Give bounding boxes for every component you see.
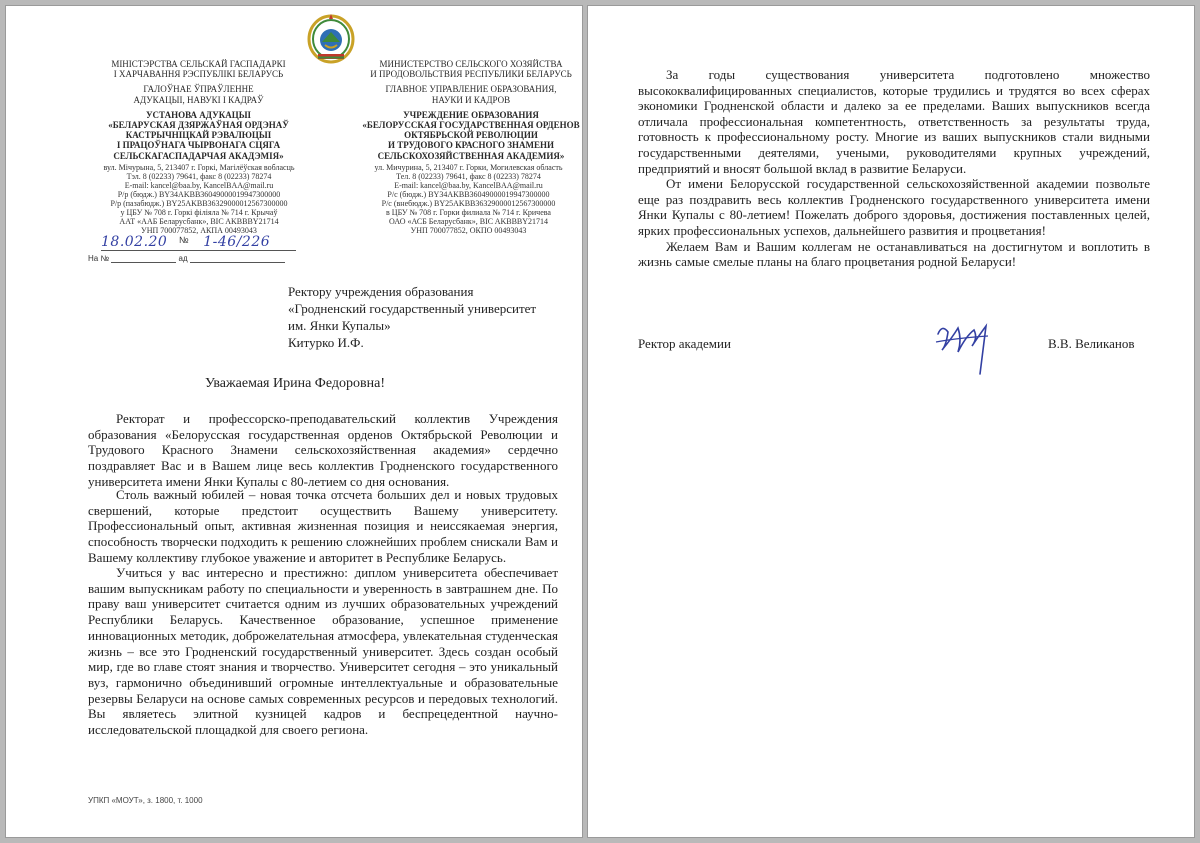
paragraph-5: От имени Белорусской государственной сельскохозяйственной академии позвольте еще раз поздравить весь коллектив Гродненского государственного университета имени Янки Купалы с 80-летием! Пожелать доброго здоровья, достижения поставленных целей, ярких профессиональных успехов, дальнейшего развития и процветания!	[638, 176, 1150, 238]
institution-line-2: «БЕЛОРУССКАЯ ГОСУДАРСТВЕННАЯ ОРДЕНОВ	[362, 120, 580, 131]
institution-line-4: И ТРУДОВОГО КРАСНОГО ЗНАМЕНИ	[387, 140, 555, 151]
header-left-belarusian	[91, 59, 306, 161]
department-line-2: НАУКИ И КАДРОВ	[431, 94, 511, 105]
contact-line: ААТ «ААБ Беларусбанк», BIC AKBBBY21714	[119, 217, 279, 226]
contact-line: вул. Мічурына, 5, 213407 г. Горкі, Магілёўская вобласць	[103, 163, 295, 172]
addressee-block	[288, 283, 536, 351]
contact-line: E-mail: kancel@baa.by, KancelBAA@mail.ru	[394, 181, 543, 190]
registration-number-label: №	[179, 235, 189, 245]
greeting: Уважаемая Ирина Федоровна!	[205, 376, 385, 391]
contact-line: ОАО «АСБ Беларусбанк», BIC AKBBBY21714	[388, 217, 549, 226]
signature-title: Ректор академии	[638, 336, 731, 351]
institution-line-3: КАСТРЫЧНІЦКАЙ РЭВАЛЮЦЫІ	[125, 130, 272, 141]
belarus-coat-of-arms-icon	[306, 12, 356, 64]
contact-line: в ЦБУ № 708 г. Горки филиала № 714 г. Кричева	[386, 208, 551, 217]
reference-prefix: На №	[88, 254, 110, 263]
print-footer: УПКП «МОУТ», з. 1800, т. 1000	[88, 796, 203, 805]
paragraph-2	[88, 487, 558, 566]
ministry-line-1: МІНІСТЭРСТВА СЕЛЬСКАЙ ГАСПАДАРКІ	[111, 59, 286, 69]
reference-mid: ад	[178, 254, 188, 263]
paragraph-1	[88, 411, 558, 490]
registration-line	[101, 234, 296, 251]
paragraph-text: Ректорат и профессорско-преподавательский коллектив Учреждения образования «Белорусская государственная орденов Октябрьской Революции и Трудового Красного Знамени сельскохозяйственная академия» сердечно поздравляет Вас и в Вашем лице весь коллектив Гродненского государственного университета имени Янки Купалы с 80-летием со дня основания.	[88, 411, 558, 489]
addressee-line: Ректору учреждения образования	[288, 284, 474, 299]
institution-line-5: СЕЛЬСКАГАСПАДАРЧАЯ АКАДЭМІЯ»	[113, 150, 284, 161]
addressee-line: им. Янки Купалы»	[288, 318, 391, 333]
ministry-line-1: МИНИСТЕРСТВО СЕЛЬСКОГО ХОЗЯЙСТВА	[379, 59, 563, 69]
header-right-russian	[356, 59, 583, 161]
paragraph-3	[88, 565, 558, 738]
department-line-1: ГЛАВНОЕ УПРАВЛЕНИЕ ОБРАЗОВАНИЯ,	[385, 84, 557, 95]
institution-line-5: СЕЛЬСКОХОЗЯЙСТВЕННАЯ АКАДЕМИЯ»	[377, 150, 565, 161]
paragraph-4: За годы существования университета подготовлено множество высококвалифицированных специалистов, которые трудились и трудятся во всех сферах экономики Гродненской области и далеко за ее пределами. Ваших выпускников всегда отличала профессиональная компетентность, ответственность за результаты труда, готовность к профессиональному росту. Многие из ваших выпускников стали видными государственными деятелями, учеными, руководителями крупных учреждений, предприятий и вносят большой вклад в развитие Беларуси.	[638, 67, 1150, 176]
addressee-line: «Гродненский государственный университет	[288, 301, 537, 316]
contact-line: УНП 700077852, ОКПО 00493043	[410, 226, 527, 235]
department-line-1: ГАЛОЎНАЕ ЎПРАЎЛЕННЕ	[143, 84, 254, 95]
paragraph-text: Учиться у вас интересно и престижно: диплом университета обеспечивает вашим выпускникам работу по специальности и уверенность в завтрашнем дне. По праву ваш университет считается одним из лучших образовательных учреждений Республики Беларусь. Качественное образование, успешное применение инновационных методик, доброжелательная атмосфера, увлекательная студенческая жизнь – все это Гродненский государственный университет. Здесь создан особый мир, где во главе стоят знания и творчество. Университет сегодня – это уникальный вуз, гармонично объединивший огромные интеллектуальные и образовательные резервы Беларуси на основе самых современных ресурсов и передовых технологий. Вы являетесь элитной кузницей кадров и беспрецедентной научно-исследовательской площадкой для своего региона.	[88, 565, 558, 738]
paragraph-text: Столь важный юбилей – новая точка отсчета больших дел и новых трудовых свершений, которые предстоит осуществить Вашему университету. Профессиональный опыт, активная жизненная позиция и неиссякаемая энергия, способность творчески подходить к решению сложнейших проблем снискали Вам и Вашему коллективу глубокое уважение и авторитет в Республике Беларусь.	[88, 487, 558, 565]
handwritten-signature-icon	[928, 316, 1003, 376]
department-line-2: АДУКАЦЫІ, НАВУКІ І КАДРАЎ	[133, 94, 264, 105]
letter-page-1	[5, 5, 583, 838]
addressee-line: Китурко И.Ф.	[288, 335, 364, 350]
ministry-line-2: И ПРОДОВОЛЬСТВИЯ РЕСПУБЛИКИ БЕЛАРУСЬ	[370, 69, 572, 80]
contact-line: ул. Мичурина, 5, 213407 г. Горки, Могилевская область	[374, 163, 563, 172]
institution-line-1: УЧРЕЖДЕНИЕ ОБРАЗОВАНИЯ	[403, 109, 539, 120]
page2-body	[638, 67, 1150, 270]
contact-line: Р/р (бюдж.) BY34AKBB36049000019947300000	[117, 190, 281, 199]
contact-line: Р/с (внебюдж.) BY25AKBB36329000012567300000	[381, 199, 556, 208]
contact-line: у ЦБУ № 708 г. Горкі філіяла № 714 г. Крычаў	[120, 208, 278, 217]
paragraph-6: Желаем Вам и Вашим коллегам не останавливаться на достигнутом и воплотить в жизнь самые смелые планы на благо процветания родной Беларуси!	[638, 238, 1150, 270]
contact-block-right	[361, 163, 576, 235]
institution-line-2: «БЕЛАРУСКАЯ ДЗЯРЖАЎНАЯ ОРДЭНАЎ	[108, 120, 289, 131]
contact-line: Р/р (пазабюдж.) BY25AKBB36329000012567300000	[110, 199, 288, 208]
institution-line-4: І ПРАЦОЎНАГА ЧЫРВОНАГА СЦЯГА	[116, 140, 281, 151]
registration-number: 1-46/226	[203, 234, 271, 250]
institution-line-1: УСТАНОВА АДУКАЦЫІ	[145, 109, 252, 120]
contact-line: Тэл. 8 (02233) 79641, факс 8 (02233) 78274	[126, 172, 272, 181]
contact-line: Тел. 8 (02233) 79641, факс 8 (02233) 78274	[396, 172, 541, 181]
signature-name: В.В. Великанов	[1048, 336, 1135, 351]
contact-line: E-mail: kancel@baa.by, KancelBAA@mail.ru	[124, 181, 274, 190]
letter-page-2	[587, 5, 1195, 838]
reference-line	[88, 254, 285, 263]
contact-line: Р/с (бюдж.) BY34AKBB36049000019947300000	[387, 190, 550, 199]
contact-line: УНП 700077852, АКПА 00493043	[141, 226, 257, 235]
registration-date: 18.02.20	[101, 234, 168, 250]
contact-block-left	[94, 163, 304, 235]
ministry-line-2: І ХАРЧАВАННЯ РЭСПУБЛІКІ БЕЛАРУСЬ	[113, 69, 284, 80]
institution-line-3: ОКТЯБРЬСКОЙ РЕВОЛЮЦИИ	[404, 130, 538, 141]
